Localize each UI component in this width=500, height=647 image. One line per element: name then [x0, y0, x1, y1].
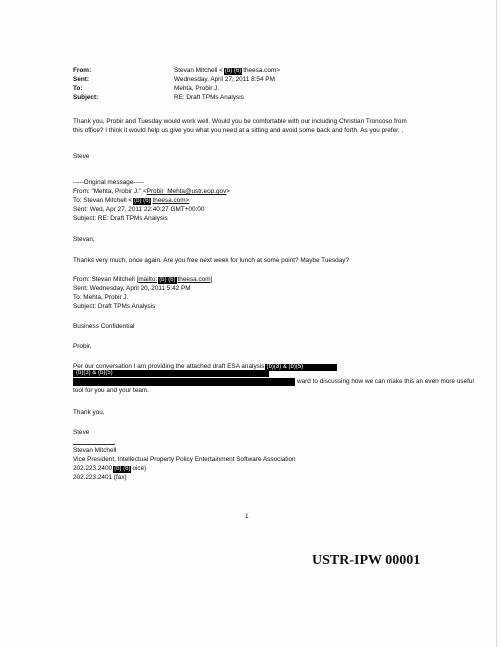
- original1-to-prefix: To: Stevan Mitchell <: [73, 197, 133, 204]
- from-domain: theesa.com>: [243, 67, 280, 74]
- original1-to: [73, 197, 189, 205]
- original1-subject: Subject: RE: Draft TPMs Analysis: [73, 215, 168, 222]
- original2-from: [73, 276, 212, 284]
- thanks-line: Thank you,: [73, 409, 105, 416]
- from-label: From:: [73, 67, 92, 74]
- to-label: To:: [73, 85, 83, 92]
- original2-to: To: Mehta, Probir J.: [73, 294, 129, 301]
- original-divider: -----Original message-----: [73, 179, 145, 186]
- from-name: Stevan Mitchell <: [174, 67, 223, 74]
- signature-name: Stevan Mitchell: [73, 447, 117, 454]
- reply-line-1: Thank you, Probir and Tuesday would work well. Would you be comfortable with our including Christian Troncoso from: [73, 118, 407, 125]
- signature-fax: 202.223.2401 (fax): [73, 474, 127, 481]
- signature-rule: [73, 444, 115, 445]
- original1-body: Thanks very much, once again. Are you free next week for lunch at some point? Maybe Tuesday?: [73, 257, 350, 264]
- original2-greeting: Probir,: [73, 343, 92, 350]
- original1-to-domain: theesa.com>: [152, 197, 190, 204]
- original2-from-suffix: ]: [210, 276, 213, 283]
- to-value: Mehta, Probir J.: [174, 85, 220, 92]
- original1-from-suffix: >: [226, 188, 231, 195]
- page-mark: 1: [245, 513, 249, 520]
- reply-signoff: Steve: [73, 153, 90, 160]
- redaction-box: (b) (6): [114, 466, 131, 472]
- signature-title: Vice President, Intellectual Property Policy Entertainment Software Association: [73, 456, 296, 463]
- redaction-box: (b) (6): [159, 277, 176, 283]
- subject-value: RE: Draft TPMs Analysis: [174, 94, 244, 101]
- original2-subject: Subject: Draft TPMs Analysis: [73, 303, 156, 310]
- email-link[interactable]: Probir_Mehta@ustr.eop.gov: [146, 188, 227, 195]
- original2-signoff: Steve: [73, 429, 90, 436]
- redaction-label: (b)(3) & (b)(5): [76, 370, 113, 376]
- original1-from-prefix: From: "Mehta, Probir J." <: [73, 188, 147, 195]
- original1-greeting: Stevan,: [73, 236, 95, 243]
- sent-label: Sent:: [73, 76, 89, 83]
- redaction-box: (b)(3) & (b)(5): [265, 364, 337, 371]
- original2-from-domain: theesa.com: [177, 276, 211, 283]
- signature-phone-prefix: 202.223.2400: [73, 465, 113, 472]
- signature-phone-suffix: oice): [132, 465, 147, 472]
- from-value: [174, 67, 280, 75]
- page-edge: [496, 0, 497, 647]
- sent-value: Wednesday, April 27, 2011 8:54 PM: [174, 76, 275, 83]
- original2-sent: Sent: Wednesday, April 20, 2011 5:42 PM: [73, 285, 191, 292]
- original2-from-prefix: From: Stevan Mitchell [: [73, 276, 139, 283]
- paragraph-middle: ward to discussing how we can make this an even more useful: [297, 378, 474, 385]
- redaction-bar: [73, 378, 295, 386]
- signature-phone: [73, 465, 146, 473]
- mailto-link[interactable]: mailto:: [138, 276, 158, 283]
- original1-from: [73, 188, 230, 196]
- redaction-box: (b) (6): [134, 198, 151, 204]
- redaction-box: (b) (6): [224, 68, 242, 74]
- reply-line-2: this office? I think it would help us give you what you need at a sitting and avoid some back and forth. As you prefer. .: [73, 127, 404, 134]
- original1-sent: Sent: Wed, Apr 27, 2011 22:40:27 GMT+00:00: [73, 206, 205, 213]
- paragraph-start: Per our conversation I am providing the attached draft ESA analysis: [73, 363, 265, 370]
- paragraph-end: tool for you and your team.: [73, 387, 150, 394]
- business-confidential: Business Confidential: [73, 323, 135, 330]
- bates-stamp: USTR-IPW 00001: [312, 553, 421, 568]
- subject-label: Subject:: [73, 94, 99, 101]
